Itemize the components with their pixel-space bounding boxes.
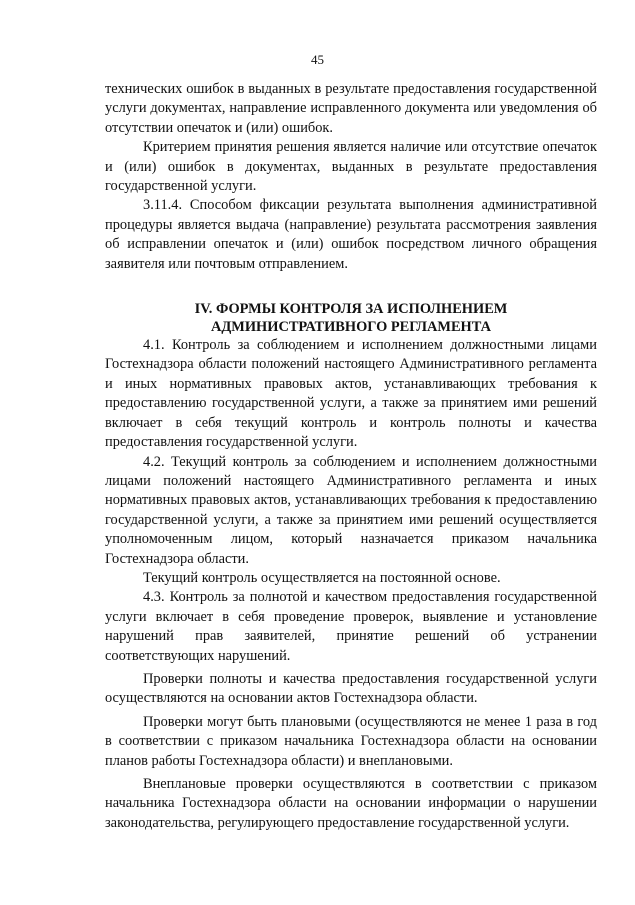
paragraph-3-11-4: 3.11.4. Способом фиксации результата выполнения административной процедуры является выдача (направление) результата рассмотрения заявления об исправлении опечаток и (или) ошибок посредством личного обращения заявителя или почтовым отправлением. (105, 197, 597, 272)
paragraph-4-1: 4.1. Контроль за соблюдением и исполнением должностными лицами Гостехнадзора области положений настоящего Административного регламента и иных нормативных правовых актов, устанавливающих требования к предоставлению государственной услуги, а также за принятием ими решений включает в себя текущий контроль и контроль полноты и качества предоставления государственной услуги. (105, 337, 597, 451)
paragraph-criterion: Критерием принятия решения является наличие или отсутствие опечаток и (или) ошибок в документах, выданных в результате предоставления государственной услуги. (105, 139, 597, 195)
paragraph-checks-basis: Проверки полноты и качества предоставления государственной услуги осуществляются на основании актов Гостехнадзора области. (105, 670, 597, 707)
section-title: IV. ФОРМЫ КОНТРОЛЯ ЗА ИСПОЛНЕНИЕМ АДМИНИСТРАТИВНОГО РЕГЛАМЕНТА (194, 301, 508, 336)
paragraph-continuation: технических ошибок в выданных в результате предоставления государственной услуги документах, направление исправленного документа или уведомления об отсутствии опечаток и (или) ошибок. (105, 81, 597, 136)
paragraph-unscheduled-checks: Внеплановые проверки осуществляются в соответствии с приказом начальника Гостехнадзора области на основании информации о нарушении законодательства, регулирующего предоставление государственной услуги. (105, 776, 597, 831)
page-number: 45 (311, 52, 324, 67)
paragraph-4-3: 4.3. Контроль за полнотой и качеством предоставления государственной услуги включает в себя проведение проверок, выявление и установление нарушений прав заявителей, принятие решений об устранении соответствующих нарушений. (105, 589, 597, 664)
paragraph-checks-types: Проверки могут быть плановыми (осуществляются не менее 1 раза в год в соответствии с приказом начальника Гостехнадзора области на основании планов работы Гостехнадзора области) и внеплановыми. (105, 713, 597, 769)
paragraph-current-control: Текущий контроль осуществляется на постоянной основе. (143, 569, 501, 586)
document-body (105, 80, 597, 833)
paragraph-4-2: 4.2. Текущий контроль за соблюдением и исполнением должностными лицами положений настоящего Административного регламента и иных нормативных правовых актов, устанавливающих требования к предоставлению государственной услуги, а также за принятием ими решений осуществляется уполномоченным лицом, который назначается приказом начальника Гостехнадзора области. (105, 453, 597, 567)
